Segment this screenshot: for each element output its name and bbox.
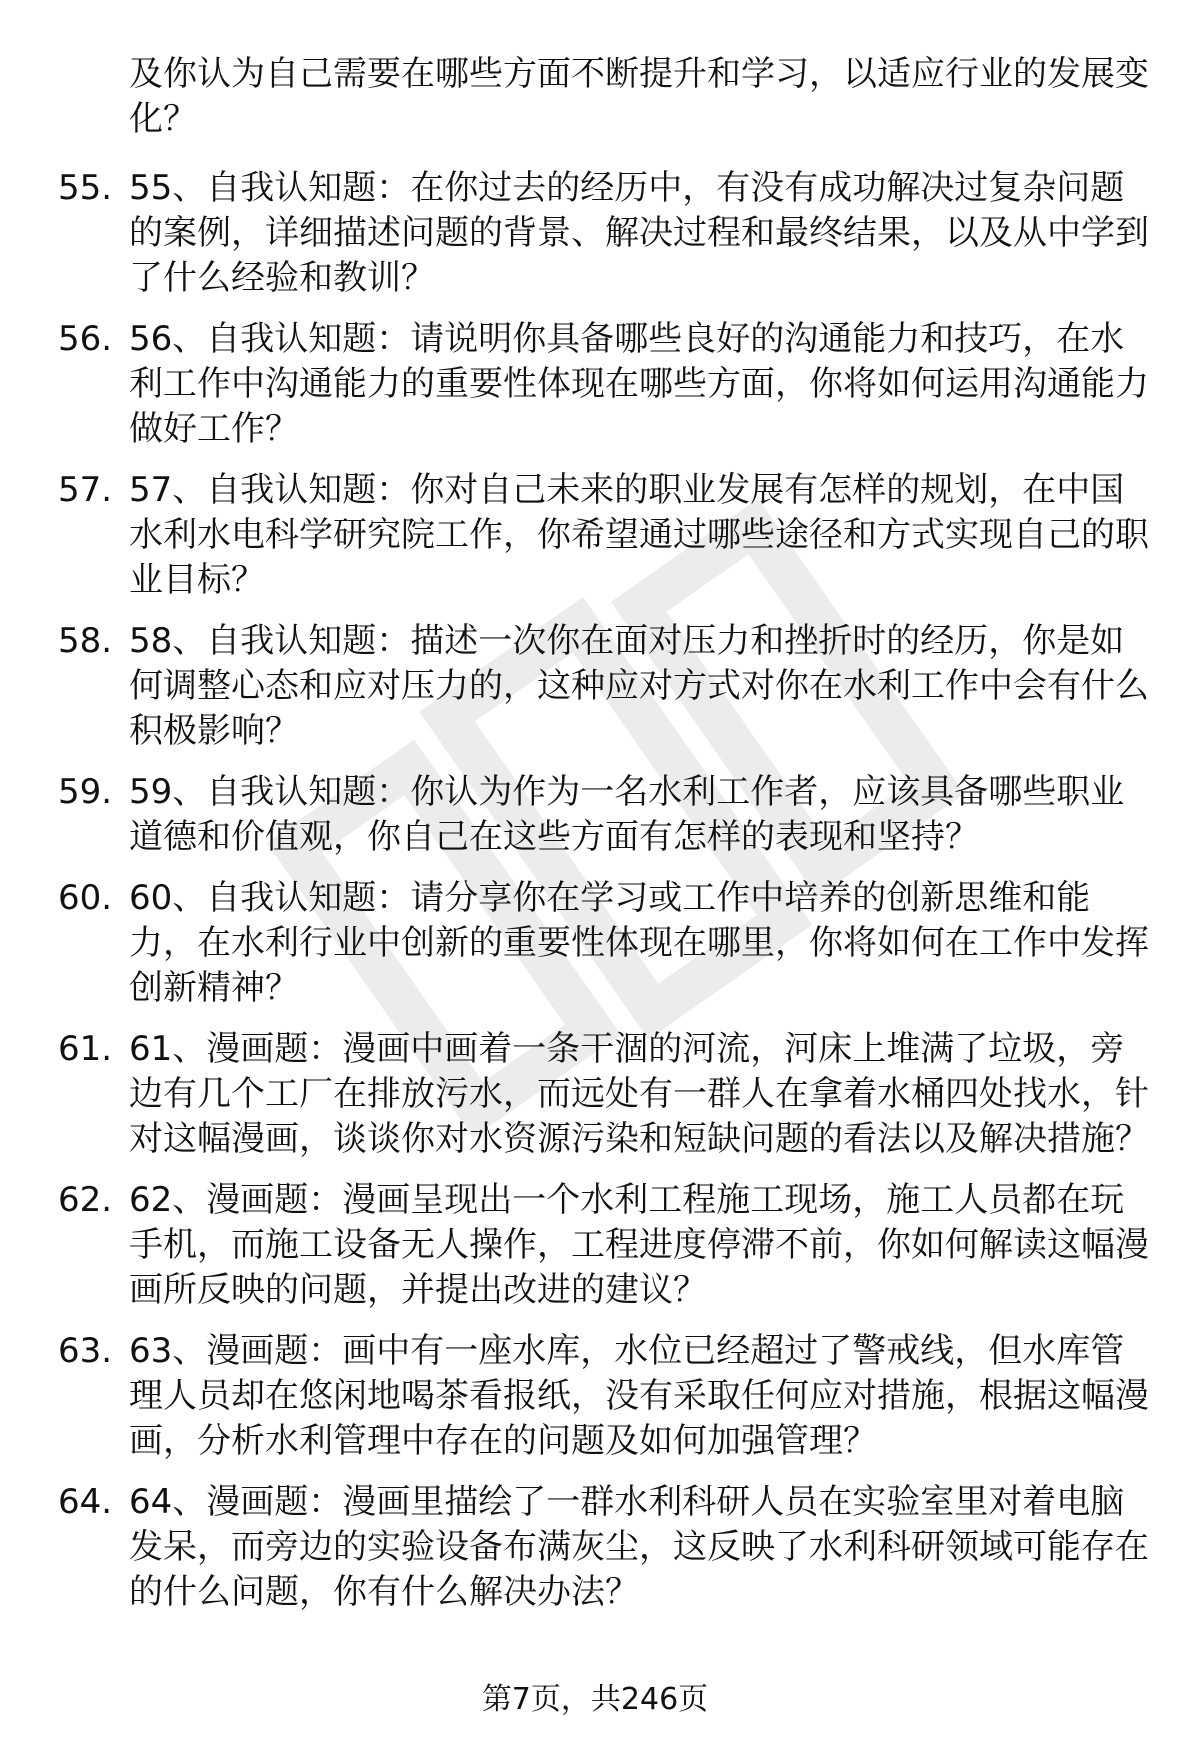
question-text: 56、自我认知题：请说明你具备哪些良好的沟通能力和技巧，在水利工作中沟通能力的重要性体现在哪些方面，你将如何运用沟通能力做好工作？ bbox=[129, 319, 1149, 449]
continuation-text: 及你认为自己需要在哪些方面不断提升和学习，以适应行业的发展变化？ bbox=[129, 54, 1149, 139]
question-text: 59、自我认知题：你认为作为一名水利工作者，应该具备哪些职业道德和价值观，你自己在这些方面有怎样的表现和坚持？ bbox=[129, 772, 1125, 857]
question-text: 63、漫画题：画中有一座水库，水位已经超过了警戒线，但水库管理人员却在悠闲地喝茶看报纸，没有采取任何应对措施，根据这幅漫画，分析水利管理中存在的问题及如何加强管理？ bbox=[129, 1331, 1149, 1461]
question-text: 55、自我认知题：在你过去的经历中，有没有成功解决过复杂问题的案例，详细描述问题的背景、解决过程和最终结果，以及从中学到了什么经验和教训？ bbox=[129, 168, 1149, 298]
list-item bbox=[0, 468, 1149, 603]
question-text: 61、漫画题：漫画中画着一条干涸的河流，河床上堆满了垃圾，旁边有几个工厂在排放污水，而远处有一群人在拿着水桶四处找水，针对这幅漫画，谈谈你对水资源污染和短缺问题的看法以及解决措施？ bbox=[129, 1029, 1149, 1159]
question-text: 62、漫画题：漫画呈现出一个水利工程施工现场，施工人员都在玩手机，而施工设备无人操作，工程进度停滞不前，你如何解读这幅漫画所反映的问题，并提出改进的建议？ bbox=[129, 1180, 1149, 1310]
question-list bbox=[0, 166, 1190, 1631]
list-item bbox=[0, 1480, 1149, 1615]
page-number: 第7页，共246页 bbox=[481, 1682, 709, 1717]
list-item bbox=[0, 317, 1149, 452]
question-number: 56. bbox=[58, 319, 113, 359]
list-item bbox=[0, 166, 1149, 301]
list-item bbox=[0, 770, 1149, 860]
question-number: 62. bbox=[58, 1180, 113, 1220]
list-item bbox=[0, 1329, 1149, 1464]
question-number: 61. bbox=[58, 1029, 113, 1069]
question-text: 58、自我认知题：描述一次你在面对压力和挫折时的经历，你是如何调整心态和应对压力的，这种应对方式对你在水利工作中会有什么积极影响？ bbox=[129, 621, 1149, 751]
question-number: 64. bbox=[58, 1482, 113, 1522]
list-item bbox=[0, 619, 1149, 754]
question-text: 57、自我认知题：你对自己未来的职业发展有怎样的规划，在中国水利水电科学研究院工作，你希望通过哪些途径和方式实现自己的职业目标？ bbox=[129, 470, 1149, 600]
question-number: 57. bbox=[58, 470, 113, 510]
question-number: 58. bbox=[58, 621, 113, 661]
list-item bbox=[0, 1178, 1149, 1313]
question-number: 60. bbox=[58, 878, 113, 918]
question-number: 63. bbox=[58, 1331, 113, 1371]
question-text: 64、漫画题：漫画里描绘了一群水利科研人员在实验室里对着电脑发呆，而旁边的实验设备布满灰尘，这反映了水利科研领域可能存在的什么问题，你有什么解决办法？ bbox=[129, 1482, 1149, 1612]
question-text: 60、自我认知题：请分享你在学习或工作中培养的创新思维和能力，在水利行业中创新的重要性体现在哪里，你将如何在工作中发挥创新精神？ bbox=[129, 878, 1149, 1008]
question-number: 55. bbox=[58, 168, 113, 208]
list-item bbox=[0, 1027, 1149, 1162]
list-item bbox=[0, 876, 1149, 1011]
question-number: 59. bbox=[58, 772, 113, 812]
